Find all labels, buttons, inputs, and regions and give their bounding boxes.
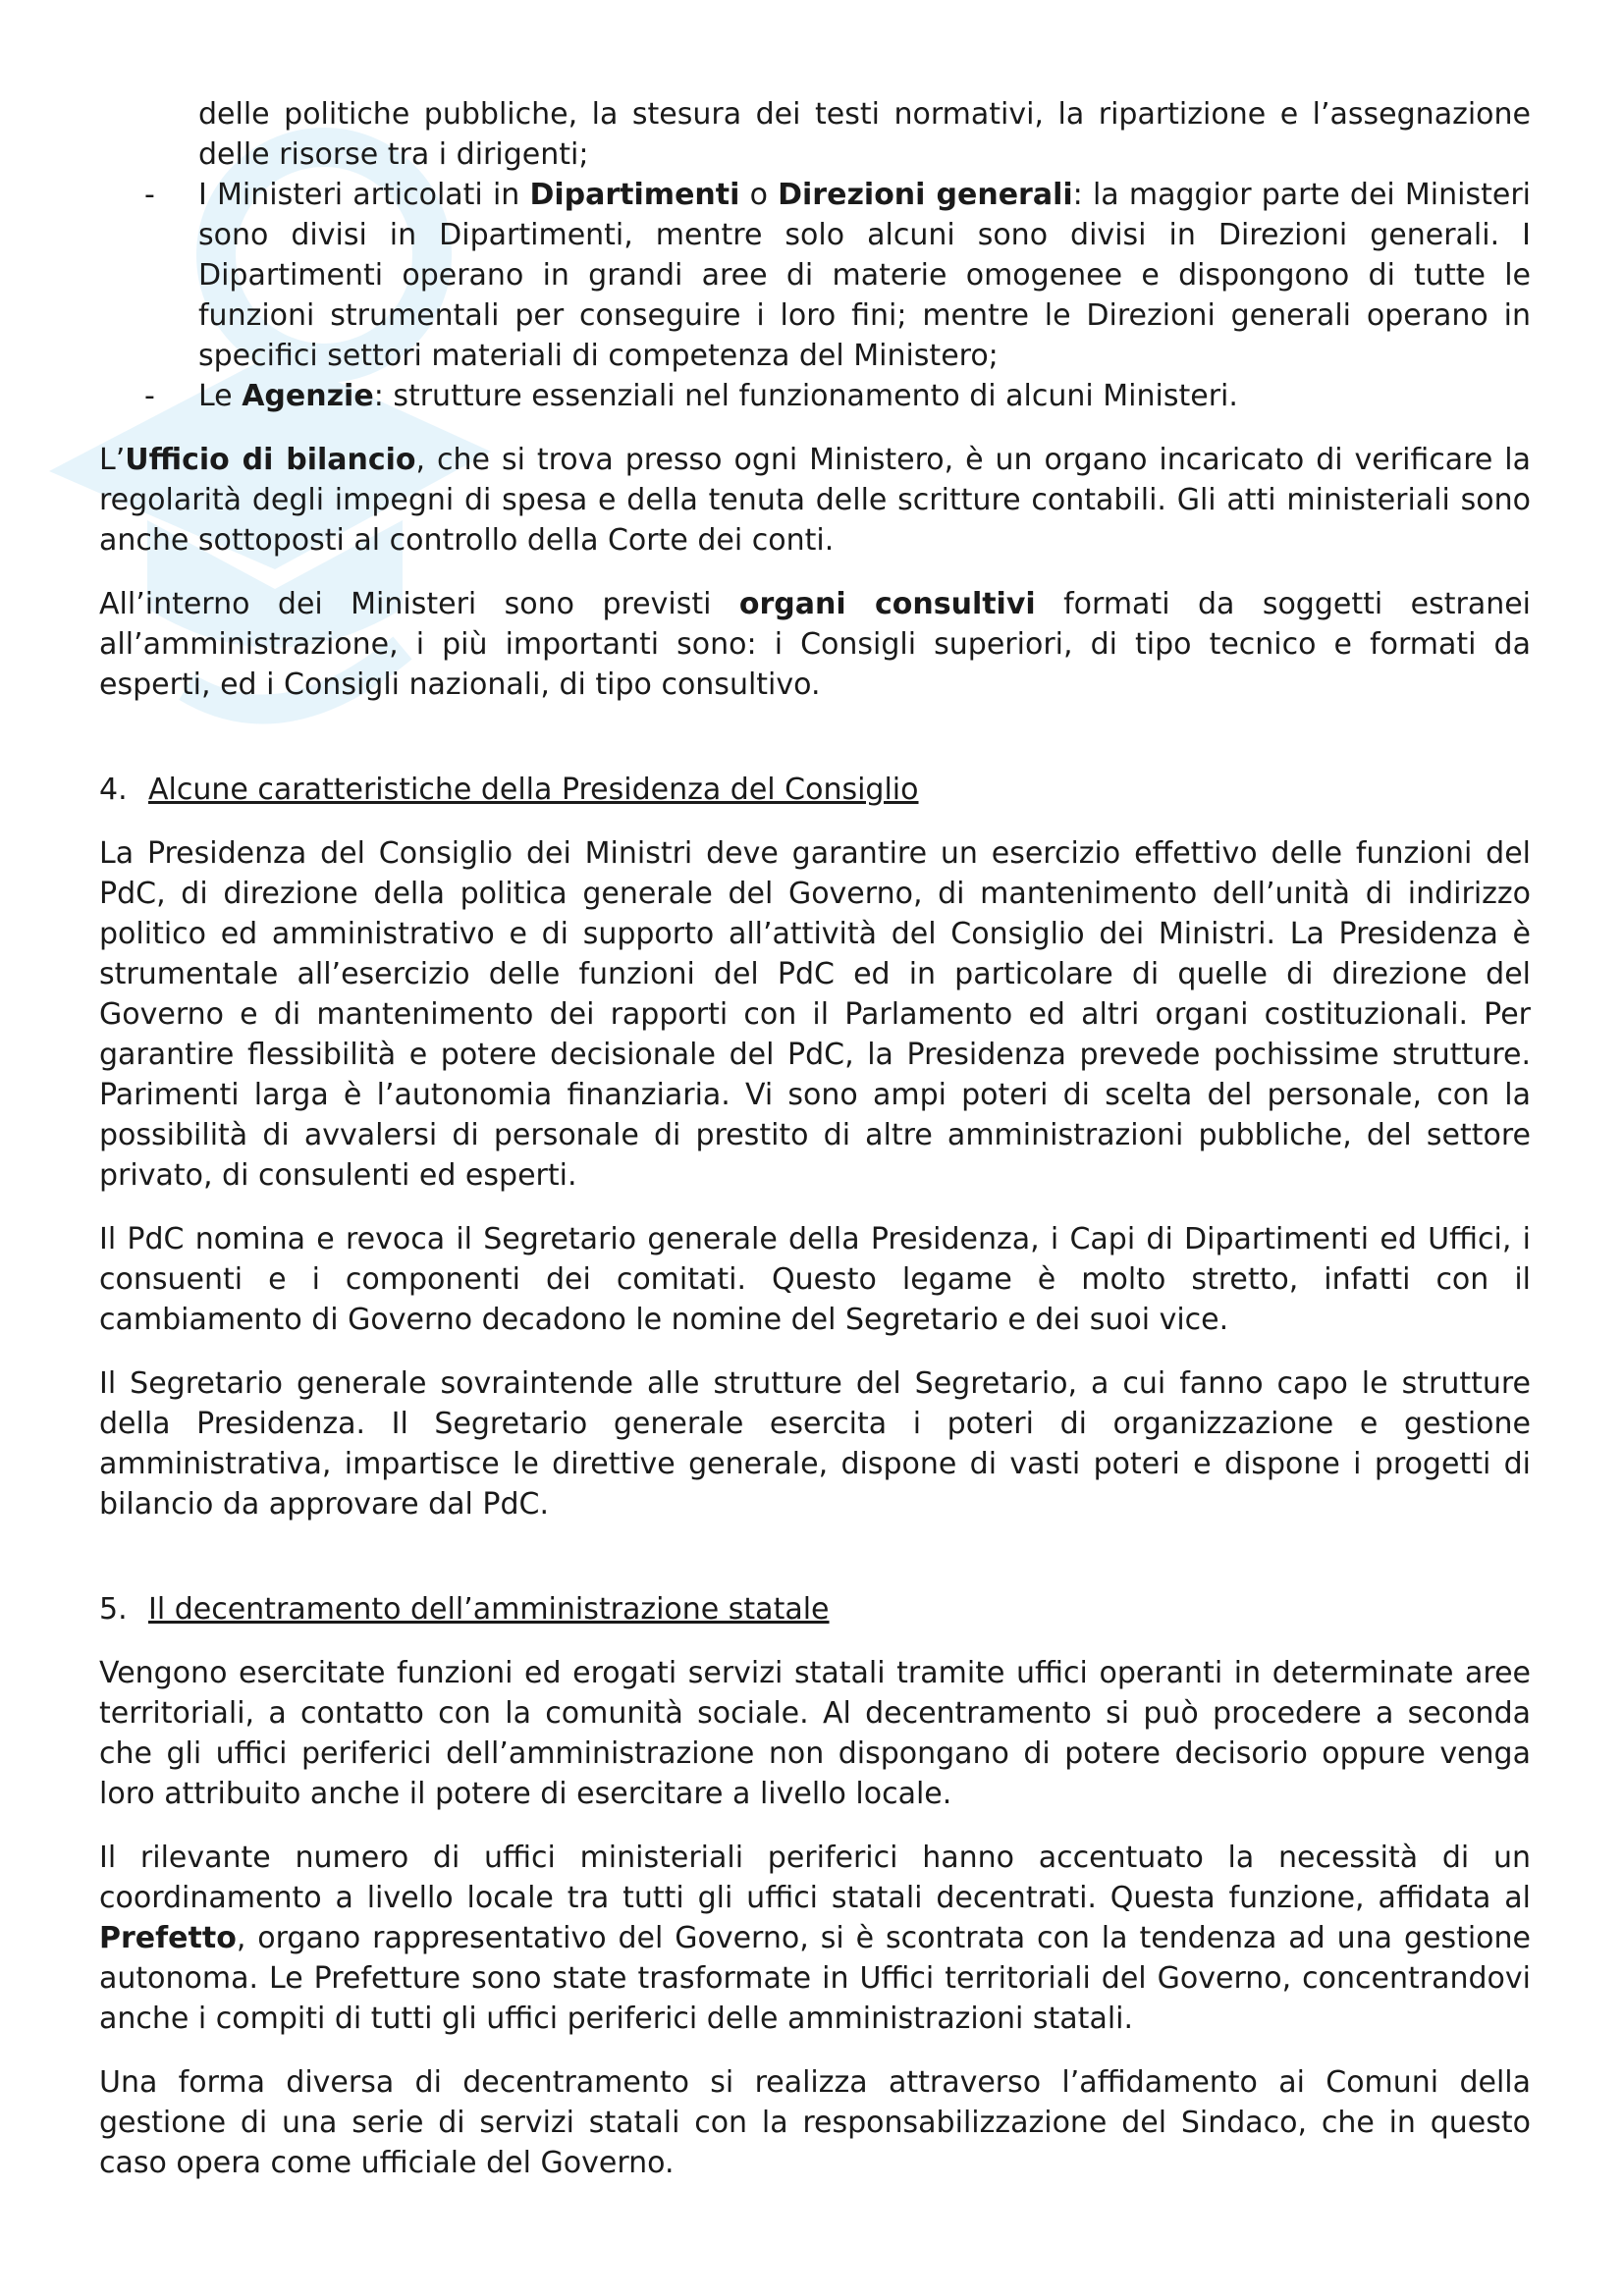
section-number: 5. — [99, 1592, 128, 1627]
list-continuation: delle politiche pubbliche, la stesura dei testi normativi, la ripartizione e l’assegnazione delle risorse tra i dirigenti; — [198, 97, 1531, 172]
section-4-paragraph: La Presidenza del Consiglio dei Ministri deve garantire un esercizio effettivo delle funzioni del PdC, di direzione della politica generale del Governo, di mantenimento dell’unità di indirizzo politico ed amministrativo e di supporto all’attività del Consiglio dei Ministri. La Presidenza è strumentale all’esercizio delle funzioni del PdC ed in particolare di quelle di direzione del Governo e di mantenimento dei rapporti con il Parlamento ed altri organi costituzionali. Per garantire flessibilità e potere decisionale del PdC, la Presidenza prevede pochissime strutture. Parimenti larga è l’autonomia finanziaria. Vi sono ampi poteri di scelta del personale, con la possibilità di avvalersi di personale di prestito di altre amministrazioni pubbliche, del settore privato, di consulenti ed esperti. — [99, 836, 1531, 1193]
section-number: 4. — [99, 773, 128, 807]
term-direzioni-generali: Direzioni generali — [778, 178, 1073, 212]
term-dipartimenti: Dipartimenti — [529, 178, 740, 212]
section-4-heading — [99, 770, 1531, 810]
list-dash: - — [144, 379, 155, 413]
section-4-paragraph: Il PdC nomina e revoca il Segretario generale della Presidenza, i Capi di Dipartimenti ed Uffici, i consuenti e i componenti dei comitati. Questo legame è molto stretto, infatti con il cambiamento di Governo decadono le nomine del Segretario e dei suoi vice. — [99, 1222, 1531, 1337]
paragraph-ufficio-bilancio: L’Ufficio di bilancio, che si trova presso ogni Ministero, è un organo incaricato di verificare la regolarità degli impegni di spesa e della tenuta delle scritture contabili. Gli atti ministeriali sono anche sottoposti al controllo della Corte dei conti. — [99, 443, 1531, 558]
section-5-paragraph: Una forma diversa di decentramento si realizza attraverso l’affidamento ai Comuni della gestione di una serie di servizi statali con la responsabilizzazione del Sindaco, che in questo caso opera come ufficiale del Governo. — [99, 2065, 1531, 2180]
section-title: Il decentramento dell’amministrazione statale — [148, 1592, 830, 1627]
term-organi-consultivi: organi consultivi — [738, 587, 1036, 621]
section-5-paragraph-prefetto: Il rilevante numero di uffici ministeriali periferici hanno accentuato la necessità di un coordinamento a livello locale tra tutti gli uffici statali decentrati. Questa funzione, affidata al Prefetto, organo rappresentativo del Governo, si è scontrata con la tendenza ad una gestione autonoma. Le Prefetture sono state trasformate in Uffici territoriali del Governo, concentrandovi anche i compiti di tutti gli uffici periferici delle amministrazioni statali. — [99, 1841, 1531, 2036]
section-5-paragraph: Vengono esercitate funzioni ed erogati servizi statali tramite uffici operanti in determinate aree territoriali, a contatto con la comunità sociale. Al decentramento si può procedere a seconda che gli uffici periferici dell’amministrazione non dispongano di potere decisorio oppure venga loro attribuito anche il potere di esercitare a livello locale. — [99, 1656, 1531, 1811]
section-4-paragraph: Il Segretario generale sovraintende alle strutture del Segretario, a cui fanno capo le strutture della Presidenza. Il Segretario generale esercita i poteri di organizzazione e gestione amministrativa, impartisce le direttive generale, dispone di vasti poteri e dispone i progetti di bilancio da approvare dal PdC. — [99, 1366, 1531, 1522]
section-title: Alcune caratteristiche della Presidenza del Consiglio — [148, 773, 919, 807]
list-dash: - — [144, 178, 155, 212]
section-5-heading — [99, 1589, 1531, 1629]
document-page — [99, 94, 1531, 2183]
list-item-agenzie: - Le Agenzie: strutture essenziali nel funzionamento di alcuni Ministeri. — [99, 376, 1531, 416]
paragraph-organi-consultivi: All’interno dei Ministeri sono previsti organi consultivi formati da soggetti estranei all’amministrazione, i più importanti sono: i Consigli superiori, di tipo tecnico e formati da esperti, ed i Consigli nazionali, di tipo consultivo. — [99, 587, 1532, 702]
list-item-dipartimenti: - I Ministeri articolati in Dipartimenti o Direzioni generali: la maggior parte dei Ministeri sono divisi in Dipartimenti, mentre solo alcuni sono divisi in Direzioni generali. I Dipartimenti operano in grandi aree di materie omogenee e dispongono di tutte le funzioni strumentali per conseguire i loro fini; mentre le Direzioni generali operano in specifici settori materiali di competenza del Ministero; — [99, 175, 1531, 376]
term-prefetto: Prefetto — [99, 1921, 237, 1955]
term-ufficio-bilancio: Ufficio di bilancio — [125, 443, 416, 477]
term-agenzie: Agenzie — [242, 379, 374, 413]
